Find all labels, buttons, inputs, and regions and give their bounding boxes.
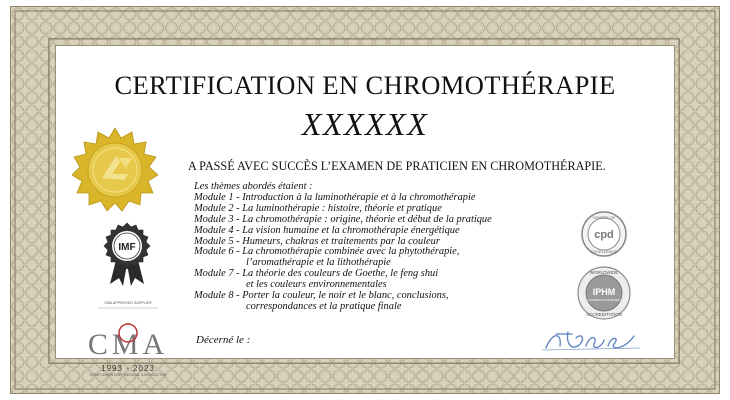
cma-subtitle: COMPLEMENTARY MEDICAL ASSOCIATION	[89, 373, 167, 377]
module-line-continued: l’aromathérapie et la lithothérapie	[246, 257, 391, 269]
cpd-center-text: cpd	[594, 229, 614, 241]
certificate-title: CERTIFICATION EN CHROMOTHÉRAPIE	[114, 70, 616, 100]
iphm-middle-text: ACCREDITATION BOARD	[587, 298, 621, 302]
imf-badge-icon	[102, 222, 152, 286]
module-line-continued: et les couleurs environnementales	[246, 279, 387, 291]
module-line: Module 1 - Introduction à la luminothérapie et à la chromothérapie	[194, 191, 476, 203]
gold-seal-icon	[72, 126, 158, 212]
cma-years: 1993 - 2023	[101, 364, 155, 373]
cma-approved-text: CMA APPROVED SUPPLIER	[104, 301, 152, 305]
certificate-frame	[10, 6, 720, 394]
cma-logo-icon	[78, 298, 178, 364]
module-line: Module 7 - La théorie des couleurs de Goethe, le feng shui	[194, 268, 439, 280]
iphm-top-text: WORLDWIDE	[589, 270, 619, 275]
imf-badge-text: IMF	[118, 242, 136, 253]
cpd-badge-icon	[580, 210, 628, 258]
certificate-body	[55, 45, 675, 377]
signature	[542, 328, 642, 354]
topics-intro: Les thèmes abordés étaient :	[194, 181, 313, 192]
recipient-name: XXXXXX	[301, 106, 429, 142]
module-line: Module 8 - Porter la couleur, le noir et le blanc, conclusions,	[194, 290, 449, 302]
module-line-continued: correspondances et la pratique finale	[246, 300, 402, 312]
module-line: Module 3 - La chromothérapie : origine, théorie et début de la pratique	[194, 213, 492, 225]
cpd-top-text: CENTRE OF	[592, 215, 616, 220]
module-line: Module 4 - La vision humaine et la chromothérapie énergétique	[194, 224, 460, 236]
module-line: Module 5 - Humeurs, chakras et traitements par la couleur	[194, 235, 440, 247]
iphm-center-text: IPHM	[592, 287, 616, 297]
awarded-date-label: Décerné le :	[196, 334, 251, 346]
cma-letters: CMA	[87, 328, 169, 361]
module-line: Module 6 - La chromothérapie combinée avec la phytothérapie,	[194, 246, 460, 258]
iphm-bottom-text: ACCREDITATION	[585, 312, 623, 317]
iphm-badge-icon	[576, 265, 632, 321]
signature-text: TDSS	[542, 328, 545, 329]
topics-list	[194, 182, 574, 313]
passed-statement: A PASSÉ AVEC SUCCÈS L’EXAMEN DE PRATICIEN EN CHROMOTHÉRAPIE.	[188, 159, 606, 173]
module-line: Module 2 - La luminothérapie : histoire, théorie et pratique	[194, 202, 442, 214]
cpd-bottom-text: EXCELLENCE	[590, 249, 618, 254]
